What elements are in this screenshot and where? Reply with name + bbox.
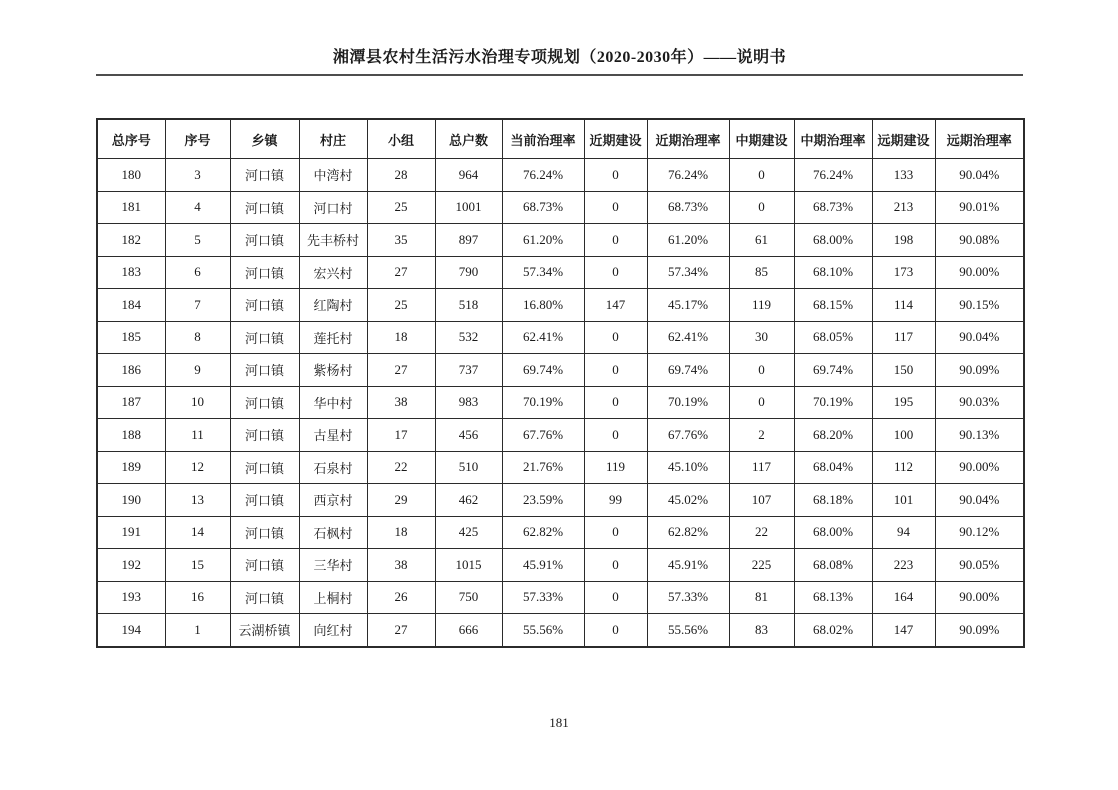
table-cell: 河口镇: [230, 581, 299, 614]
table-cell: 666: [435, 614, 502, 647]
page-number: 181: [549, 715, 569, 730]
column-header: 乡镇: [230, 119, 299, 159]
table-cell: 964: [435, 159, 502, 192]
table-cell: 90.04%: [935, 321, 1024, 354]
table-cell: 10: [165, 386, 230, 419]
table-cell: 462: [435, 484, 502, 517]
table-cell: 112: [872, 451, 935, 484]
table-cell: 11: [165, 419, 230, 452]
table-cell: 38: [367, 549, 435, 582]
column-header: 远期治理率: [935, 119, 1024, 159]
table-cell: 45.10%: [647, 451, 729, 484]
table-cell: 上桐村: [299, 581, 367, 614]
table-cell: 193: [97, 581, 165, 614]
table-cell: 西京村: [299, 484, 367, 517]
table-row: [97, 191, 1024, 224]
table-cell: 16.80%: [502, 289, 584, 322]
table-cell: 68.18%: [794, 484, 872, 517]
table-cell: 0: [584, 516, 647, 549]
table-cell: 90.00%: [935, 581, 1024, 614]
table-cell: 16: [165, 581, 230, 614]
table-cell: 河口镇: [230, 354, 299, 387]
table-cell: 4: [165, 191, 230, 224]
table-cell: 61.20%: [502, 224, 584, 257]
table-cell: 518: [435, 289, 502, 322]
document-title: 湘潭县农村生活污水治理专项规划（2020-2030年）——说明书: [332, 49, 787, 66]
table-cell: 62.82%: [647, 516, 729, 549]
table-cell: 187: [97, 386, 165, 419]
table-cell: 68.20%: [794, 419, 872, 452]
table-cell: 0: [584, 614, 647, 647]
table-cell: 河口镇: [230, 484, 299, 517]
table-cell: 0: [729, 386, 794, 419]
table-cell: 117: [872, 321, 935, 354]
table-cell: 26: [367, 581, 435, 614]
column-header: 中期建设: [729, 119, 794, 159]
table-cell: 55.56%: [502, 614, 584, 647]
table-cell: 13: [165, 484, 230, 517]
table-cell: 62.41%: [502, 321, 584, 354]
table-cell: 27: [367, 354, 435, 387]
table-cell: 90.09%: [935, 614, 1024, 647]
table-cell: 0: [584, 224, 647, 257]
table-cell: 17: [367, 419, 435, 452]
table-row: [97, 451, 1024, 484]
table-row: [97, 386, 1024, 419]
table-cell: 185: [97, 321, 165, 354]
table-cell: 189: [97, 451, 165, 484]
table-cell: 15: [165, 549, 230, 582]
table-cell: 三华村: [299, 549, 367, 582]
table-cell: 90.01%: [935, 191, 1024, 224]
table-cell: 45.17%: [647, 289, 729, 322]
column-header: 小组: [367, 119, 435, 159]
table-cell: 983: [435, 386, 502, 419]
table-cell: 华中村: [299, 386, 367, 419]
table-cell: 147: [872, 614, 935, 647]
table-cell: 532: [435, 321, 502, 354]
table-cell: 90.04%: [935, 159, 1024, 192]
table-cell: 27: [367, 614, 435, 647]
table-cell: 石枫村: [299, 516, 367, 549]
table-cell: 61.20%: [647, 224, 729, 257]
table-cell: 150: [872, 354, 935, 387]
table-cell: 61: [729, 224, 794, 257]
table-cell: 70.19%: [794, 386, 872, 419]
table-cell: 68.10%: [794, 256, 872, 289]
table-cell: 中湾村: [299, 159, 367, 192]
table-cell: 河口镇: [230, 451, 299, 484]
table-cell: 0: [584, 354, 647, 387]
table-cell: 12: [165, 451, 230, 484]
table-cell: 67.76%: [647, 419, 729, 452]
table-row: [97, 549, 1024, 582]
table-row: [97, 516, 1024, 549]
table-cell: 57.33%: [647, 581, 729, 614]
table-cell: 紫杨村: [299, 354, 367, 387]
table-cell: 27: [367, 256, 435, 289]
table-cell: 69.74%: [647, 354, 729, 387]
table-cell: 0: [584, 191, 647, 224]
table-cell: 90.13%: [935, 419, 1024, 452]
table-cell: 0: [729, 159, 794, 192]
table-cell: 737: [435, 354, 502, 387]
table-cell: 28: [367, 159, 435, 192]
table-cell: 90.08%: [935, 224, 1024, 257]
table-cell: 114: [872, 289, 935, 322]
table-cell: 68.73%: [502, 191, 584, 224]
table-cell: 莲托村: [299, 321, 367, 354]
table-cell: 213: [872, 191, 935, 224]
column-header: 当前治理率: [502, 119, 584, 159]
table-cell: 河口镇: [230, 549, 299, 582]
table-cell: 68.04%: [794, 451, 872, 484]
table-cell: 90.12%: [935, 516, 1024, 549]
table-cell: 117: [729, 451, 794, 484]
table-cell: 30: [729, 321, 794, 354]
table-cell: 1001: [435, 191, 502, 224]
table-cell: 69.74%: [502, 354, 584, 387]
table-cell: 45.91%: [647, 549, 729, 582]
treatment-rate-table: [96, 118, 1025, 648]
table-cell: 133: [872, 159, 935, 192]
table-cell: 147: [584, 289, 647, 322]
table-cell: 18: [367, 516, 435, 549]
table-cell: 55.56%: [647, 614, 729, 647]
table-row: [97, 581, 1024, 614]
page-header: [96, 44, 1023, 76]
table-cell: 90.04%: [935, 484, 1024, 517]
table-row: [97, 159, 1024, 192]
table-cell: 181: [97, 191, 165, 224]
table-cell: 河口镇: [230, 191, 299, 224]
table-head: [97, 119, 1024, 159]
table-cell: 57.34%: [502, 256, 584, 289]
table-cell: 76.24%: [647, 159, 729, 192]
table-cell: 68.73%: [647, 191, 729, 224]
table-cell: 90.00%: [935, 451, 1024, 484]
table-row: [97, 256, 1024, 289]
table-cell: 76.24%: [794, 159, 872, 192]
table-cell: 62.82%: [502, 516, 584, 549]
table-cell: 223: [872, 549, 935, 582]
table-cell: 6: [165, 256, 230, 289]
table-cell: 8: [165, 321, 230, 354]
table-cell: 68.08%: [794, 549, 872, 582]
table-cell: 2: [729, 419, 794, 452]
table-cell: 68.13%: [794, 581, 872, 614]
table-cell: 38: [367, 386, 435, 419]
table-cell: 164: [872, 581, 935, 614]
table-row: [97, 321, 1024, 354]
table-row: [97, 419, 1024, 452]
table-cell: 河口村: [299, 191, 367, 224]
table-cell: 石泉村: [299, 451, 367, 484]
column-header: 远期建设: [872, 119, 935, 159]
table-cell: 河口镇: [230, 321, 299, 354]
column-header: 中期治理率: [794, 119, 872, 159]
table-cell: 宏兴村: [299, 256, 367, 289]
table-cell: 119: [584, 451, 647, 484]
table-cell: 83: [729, 614, 794, 647]
table-cell: 456: [435, 419, 502, 452]
table-cell: 67.76%: [502, 419, 584, 452]
table-cell: 188: [97, 419, 165, 452]
table-cell: 195: [872, 386, 935, 419]
table-cell: 192: [97, 549, 165, 582]
table-cell: 河口镇: [230, 159, 299, 192]
table-cell: 23.59%: [502, 484, 584, 517]
table-cell: 古星村: [299, 419, 367, 452]
table-cell: 57.33%: [502, 581, 584, 614]
table-cell: 0: [729, 191, 794, 224]
table-cell: 186: [97, 354, 165, 387]
table-cell: 81: [729, 581, 794, 614]
table-cell: 1: [165, 614, 230, 647]
table-row: [97, 484, 1024, 517]
column-header: 序号: [165, 119, 230, 159]
table-cell: 119: [729, 289, 794, 322]
table-cell: 14: [165, 516, 230, 549]
table-cell: 198: [872, 224, 935, 257]
table-cell: 99: [584, 484, 647, 517]
table-cell: 29: [367, 484, 435, 517]
table-cell: 0: [584, 256, 647, 289]
table-cell: 510: [435, 451, 502, 484]
table-cell: 107: [729, 484, 794, 517]
table-cell: 94: [872, 516, 935, 549]
table-cell: 100: [872, 419, 935, 452]
table-cell: 云湖桥镇: [230, 614, 299, 647]
table-cell: 90.03%: [935, 386, 1024, 419]
table-cell: 5: [165, 224, 230, 257]
table-cell: 68.15%: [794, 289, 872, 322]
header-row: [97, 119, 1024, 159]
table-cell: 0: [584, 419, 647, 452]
table-cell: 90.15%: [935, 289, 1024, 322]
table-cell: 173: [872, 256, 935, 289]
table-cell: 22: [729, 516, 794, 549]
table-cell: 90.00%: [935, 256, 1024, 289]
table-cell: 184: [97, 289, 165, 322]
table-cell: 红陶村: [299, 289, 367, 322]
table-cell: 70.19%: [647, 386, 729, 419]
table-cell: 0: [584, 386, 647, 419]
table-cell: 0: [584, 549, 647, 582]
table-cell: 68.05%: [794, 321, 872, 354]
table-cell: 河口镇: [230, 386, 299, 419]
table-cell: 18: [367, 321, 435, 354]
table-cell: 先丰桥村: [299, 224, 367, 257]
table-cell: 1015: [435, 549, 502, 582]
table-cell: 85: [729, 256, 794, 289]
table-cell: 182: [97, 224, 165, 257]
table-cell: 0: [584, 159, 647, 192]
table-cell: 225: [729, 549, 794, 582]
table-cell: 190: [97, 484, 165, 517]
table-cell: 0: [584, 321, 647, 354]
table-cell: 21.76%: [502, 451, 584, 484]
table-cell: 25: [367, 191, 435, 224]
table-cell: 70.19%: [502, 386, 584, 419]
table-cell: 3: [165, 159, 230, 192]
table-cell: 68.02%: [794, 614, 872, 647]
table-cell: 9: [165, 354, 230, 387]
table-cell: 35: [367, 224, 435, 257]
table-cell: 69.74%: [794, 354, 872, 387]
table-cell: 62.41%: [647, 321, 729, 354]
table-cell: 90.05%: [935, 549, 1024, 582]
table-cell: 河口镇: [230, 256, 299, 289]
table-row: [97, 354, 1024, 387]
table-cell: 68.00%: [794, 224, 872, 257]
table-cell: 45.91%: [502, 549, 584, 582]
table-cell: 101: [872, 484, 935, 517]
table-cell: 25: [367, 289, 435, 322]
table-cell: 68.00%: [794, 516, 872, 549]
column-header: 总户数: [435, 119, 502, 159]
table-cell: 180: [97, 159, 165, 192]
table-cell: 790: [435, 256, 502, 289]
table-cell: 0: [584, 581, 647, 614]
table-cell: 0: [729, 354, 794, 387]
table-cell: 57.34%: [647, 256, 729, 289]
table-cell: 897: [435, 224, 502, 257]
table-cell: 425: [435, 516, 502, 549]
table-cell: 90.09%: [935, 354, 1024, 387]
table-cell: 河口镇: [230, 289, 299, 322]
table-cell: 22: [367, 451, 435, 484]
table-cell: 194: [97, 614, 165, 647]
table-cell: 750: [435, 581, 502, 614]
table-cell: 7: [165, 289, 230, 322]
table-row: [97, 224, 1024, 257]
table-cell: 183: [97, 256, 165, 289]
table-row: [97, 289, 1024, 322]
table-cell: 45.02%: [647, 484, 729, 517]
column-header: 村庄: [299, 119, 367, 159]
table-cell: 68.73%: [794, 191, 872, 224]
table-cell: 河口镇: [230, 224, 299, 257]
table-row: [97, 614, 1024, 647]
table-cell: 191: [97, 516, 165, 549]
column-header: 近期建设: [584, 119, 647, 159]
column-header: 总序号: [97, 119, 165, 159]
column-header: 近期治理率: [647, 119, 729, 159]
table-cell: 向红村: [299, 614, 367, 647]
table-cell: 河口镇: [230, 516, 299, 549]
table-body: [97, 159, 1024, 647]
table-cell: 76.24%: [502, 159, 584, 192]
table-cell: 河口镇: [230, 419, 299, 452]
